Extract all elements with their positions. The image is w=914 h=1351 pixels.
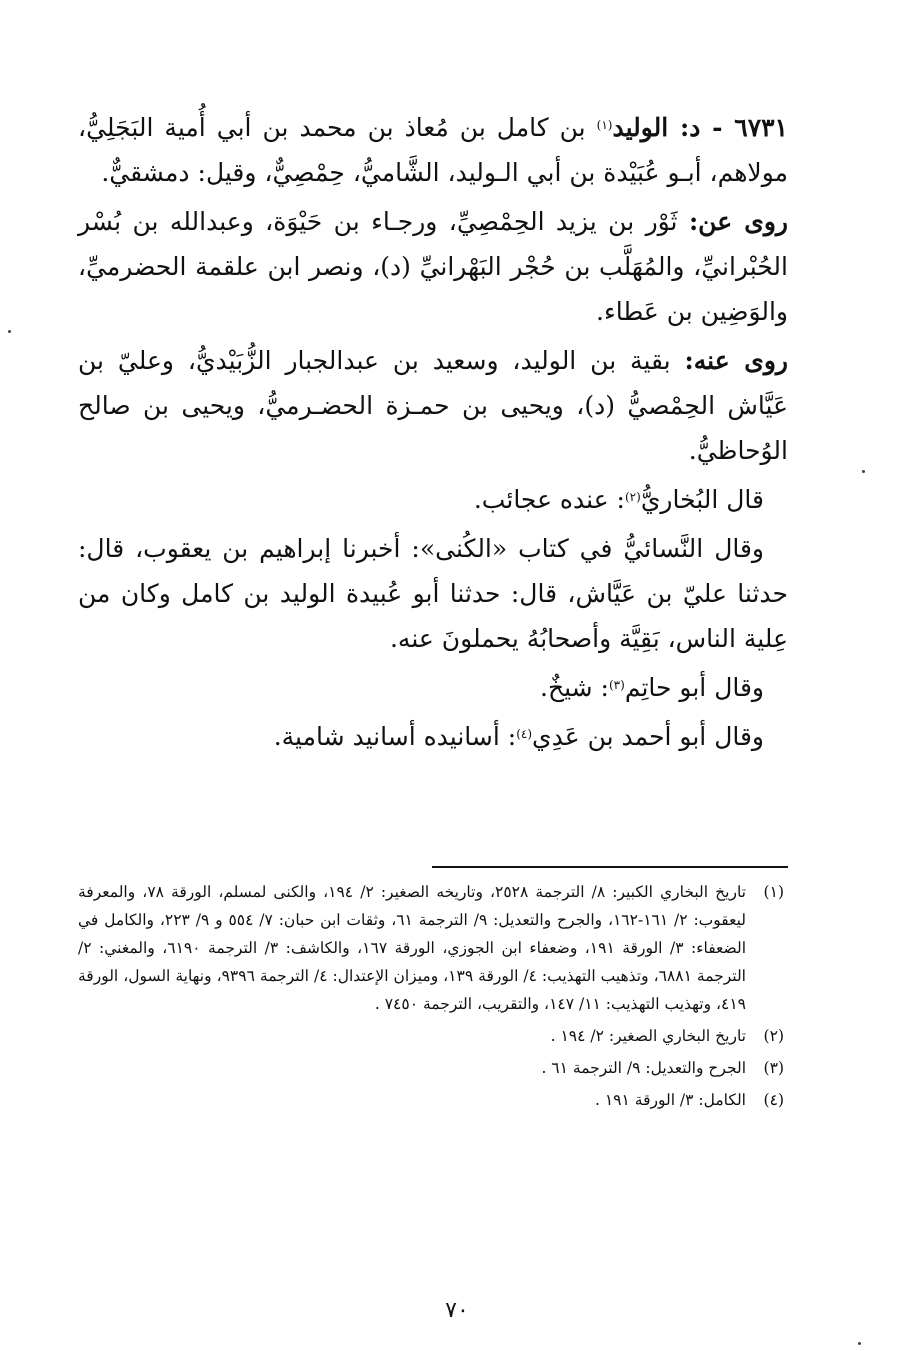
footnote-text: الجرح والتعديل: ٩/ الترجمة ٦١ . (541, 1059, 746, 1077)
footnote-text: الكامل: ٣/ الورقة ١٩١ . (594, 1091, 746, 1109)
entry-heading-paragraph (78, 105, 788, 195)
footnote-item (78, 1054, 784, 1082)
footnote-mark: (٣) (763, 1059, 784, 1077)
entry-text: بن كامل بن مُعاذ بن محمد بن أبي أُمية البَجَلِيُّ، مولاهم، أبـو عُبَيْدة بن أبي الـوليد، الشَّاميُّ، حِمْصِيٌّ، وقيل: دمشقيٌّ. (78, 113, 788, 187)
footnotes (78, 878, 784, 1114)
footnote-mark: (١) (763, 883, 784, 901)
footnote-item (78, 1086, 784, 1114)
footnote-mark: (٢) (763, 1027, 784, 1045)
narrated-from-label: روى عن: (688, 207, 788, 236)
main-text (78, 105, 788, 759)
footnote-ref-4: (٤) (516, 727, 533, 741)
narrated-from-text: ثَوْر بن يزيد الحِمْصِيِّ، ورجـاء بن حَيْوَة، وعبدالله بن بُسْر الحُبْرانيِّ، والمُهَلَّب بن حُجْر البَهْرانيِّ (د)، ونصر ابن علقمة الحضرميِّ، والوَضِين بن عَطاء. (78, 207, 788, 326)
ibn-adi-prefix: وقال أبو أحمد بن عَدِي (532, 722, 764, 751)
nasai-paragraph (78, 526, 788, 661)
footnote-separator (432, 866, 788, 868)
footnote-item (78, 1022, 784, 1050)
footnote-ref-2: (٢) (624, 490, 641, 504)
nasai-text: وقال النَّسائيُّ في كتاب «الكُنى»: أخبرنا إبراهيم بن يعقوب، قال: حدثنا عليّ بن عَيَّاش، قال: حدثنا أبو عُبيدة الوليد بن كامل وكان من عِلية الناس، بَقِيَّة وأصحابُهُ يحملونَ عنه. (78, 534, 788, 653)
abu-hatim-text: : شيخٌ. (540, 673, 609, 702)
footnote-text: تاريخ البخاري الصغير: ٢/ ١٩٤ . (550, 1027, 746, 1045)
footnote-mark: (٤) (763, 1091, 784, 1109)
abu-hatim-paragraph (78, 665, 788, 710)
abu-hatim-prefix: وقال أبو حاتِم (624, 673, 764, 702)
entry-number: ٦٧٣١ - د: الوليد (612, 113, 788, 142)
page-number: ٧٠ (445, 1298, 469, 1323)
narrated-by-text: بقية بن الوليد، وسعيد بن عبدالجبار الزُّبَيْديُّ، وعليّ بن عَيَّاش الحِمْصيُّ (د)، ويحيى بن حمـزة الحضـرميُّ، ويحيى بن صالح الوُحاظيُّ. (78, 346, 788, 465)
narrated-by-label: روى عنه: (684, 346, 789, 375)
footnote-item (78, 878, 784, 1018)
footnote-text: تاريخ البخاري الكبير: ٨/ الترجمة ٢٥٢٨، وتاريخه الصغير: ٢/ ١٩٤، والكنى لمسلم، الورقة ٧٨، والمعرفة ليعقوب: ٢/ ١٦١-١٦٢، والجرح والتعديل: ٩/ الترجمة ٦١، وثقات ابن حبان: ٧/ ٥٥٤ و ٩/ ٢٢٣، والكامل في الضعفاء: ٣/ الورقة ١٩١، وضعفاء ابن الجوزي، الورقة ١٦٧، والكاشف: ٣/ الترجمة ٦١٩٠، والمغني: ٢/ الترجمة ٦٨٨١، وتذهيب التهذيب: ٤/ الورقة ١٣٩، وميزان الإعتدال: ٤/ الترجمة ٩٣٩٦، ونهاية السول، الورقة ٤١٩، وتهذيب التهذيب: ١١/ ١٤٧، والتقريب، الترجمة ٧٤٥٠ . (78, 883, 747, 1013)
footnote-ref-1: (١) (596, 118, 613, 132)
scan-speck (858, 1342, 861, 1345)
bukhari-text: : عنده عجائب. (473, 485, 625, 514)
scan-speck (8, 330, 11, 333)
bukhari-prefix: قال البُخاريُّ (640, 485, 764, 514)
narrated-from-paragraph (78, 199, 788, 334)
ibn-adi-text: : أسانيده أسانيد شامية. (273, 722, 517, 751)
narrated-by-paragraph (78, 338, 788, 473)
footnote-ref-3: (٣) (608, 678, 625, 692)
bukhari-paragraph (78, 477, 788, 522)
scan-speck (862, 470, 865, 473)
ibn-adi-paragraph (78, 714, 788, 759)
